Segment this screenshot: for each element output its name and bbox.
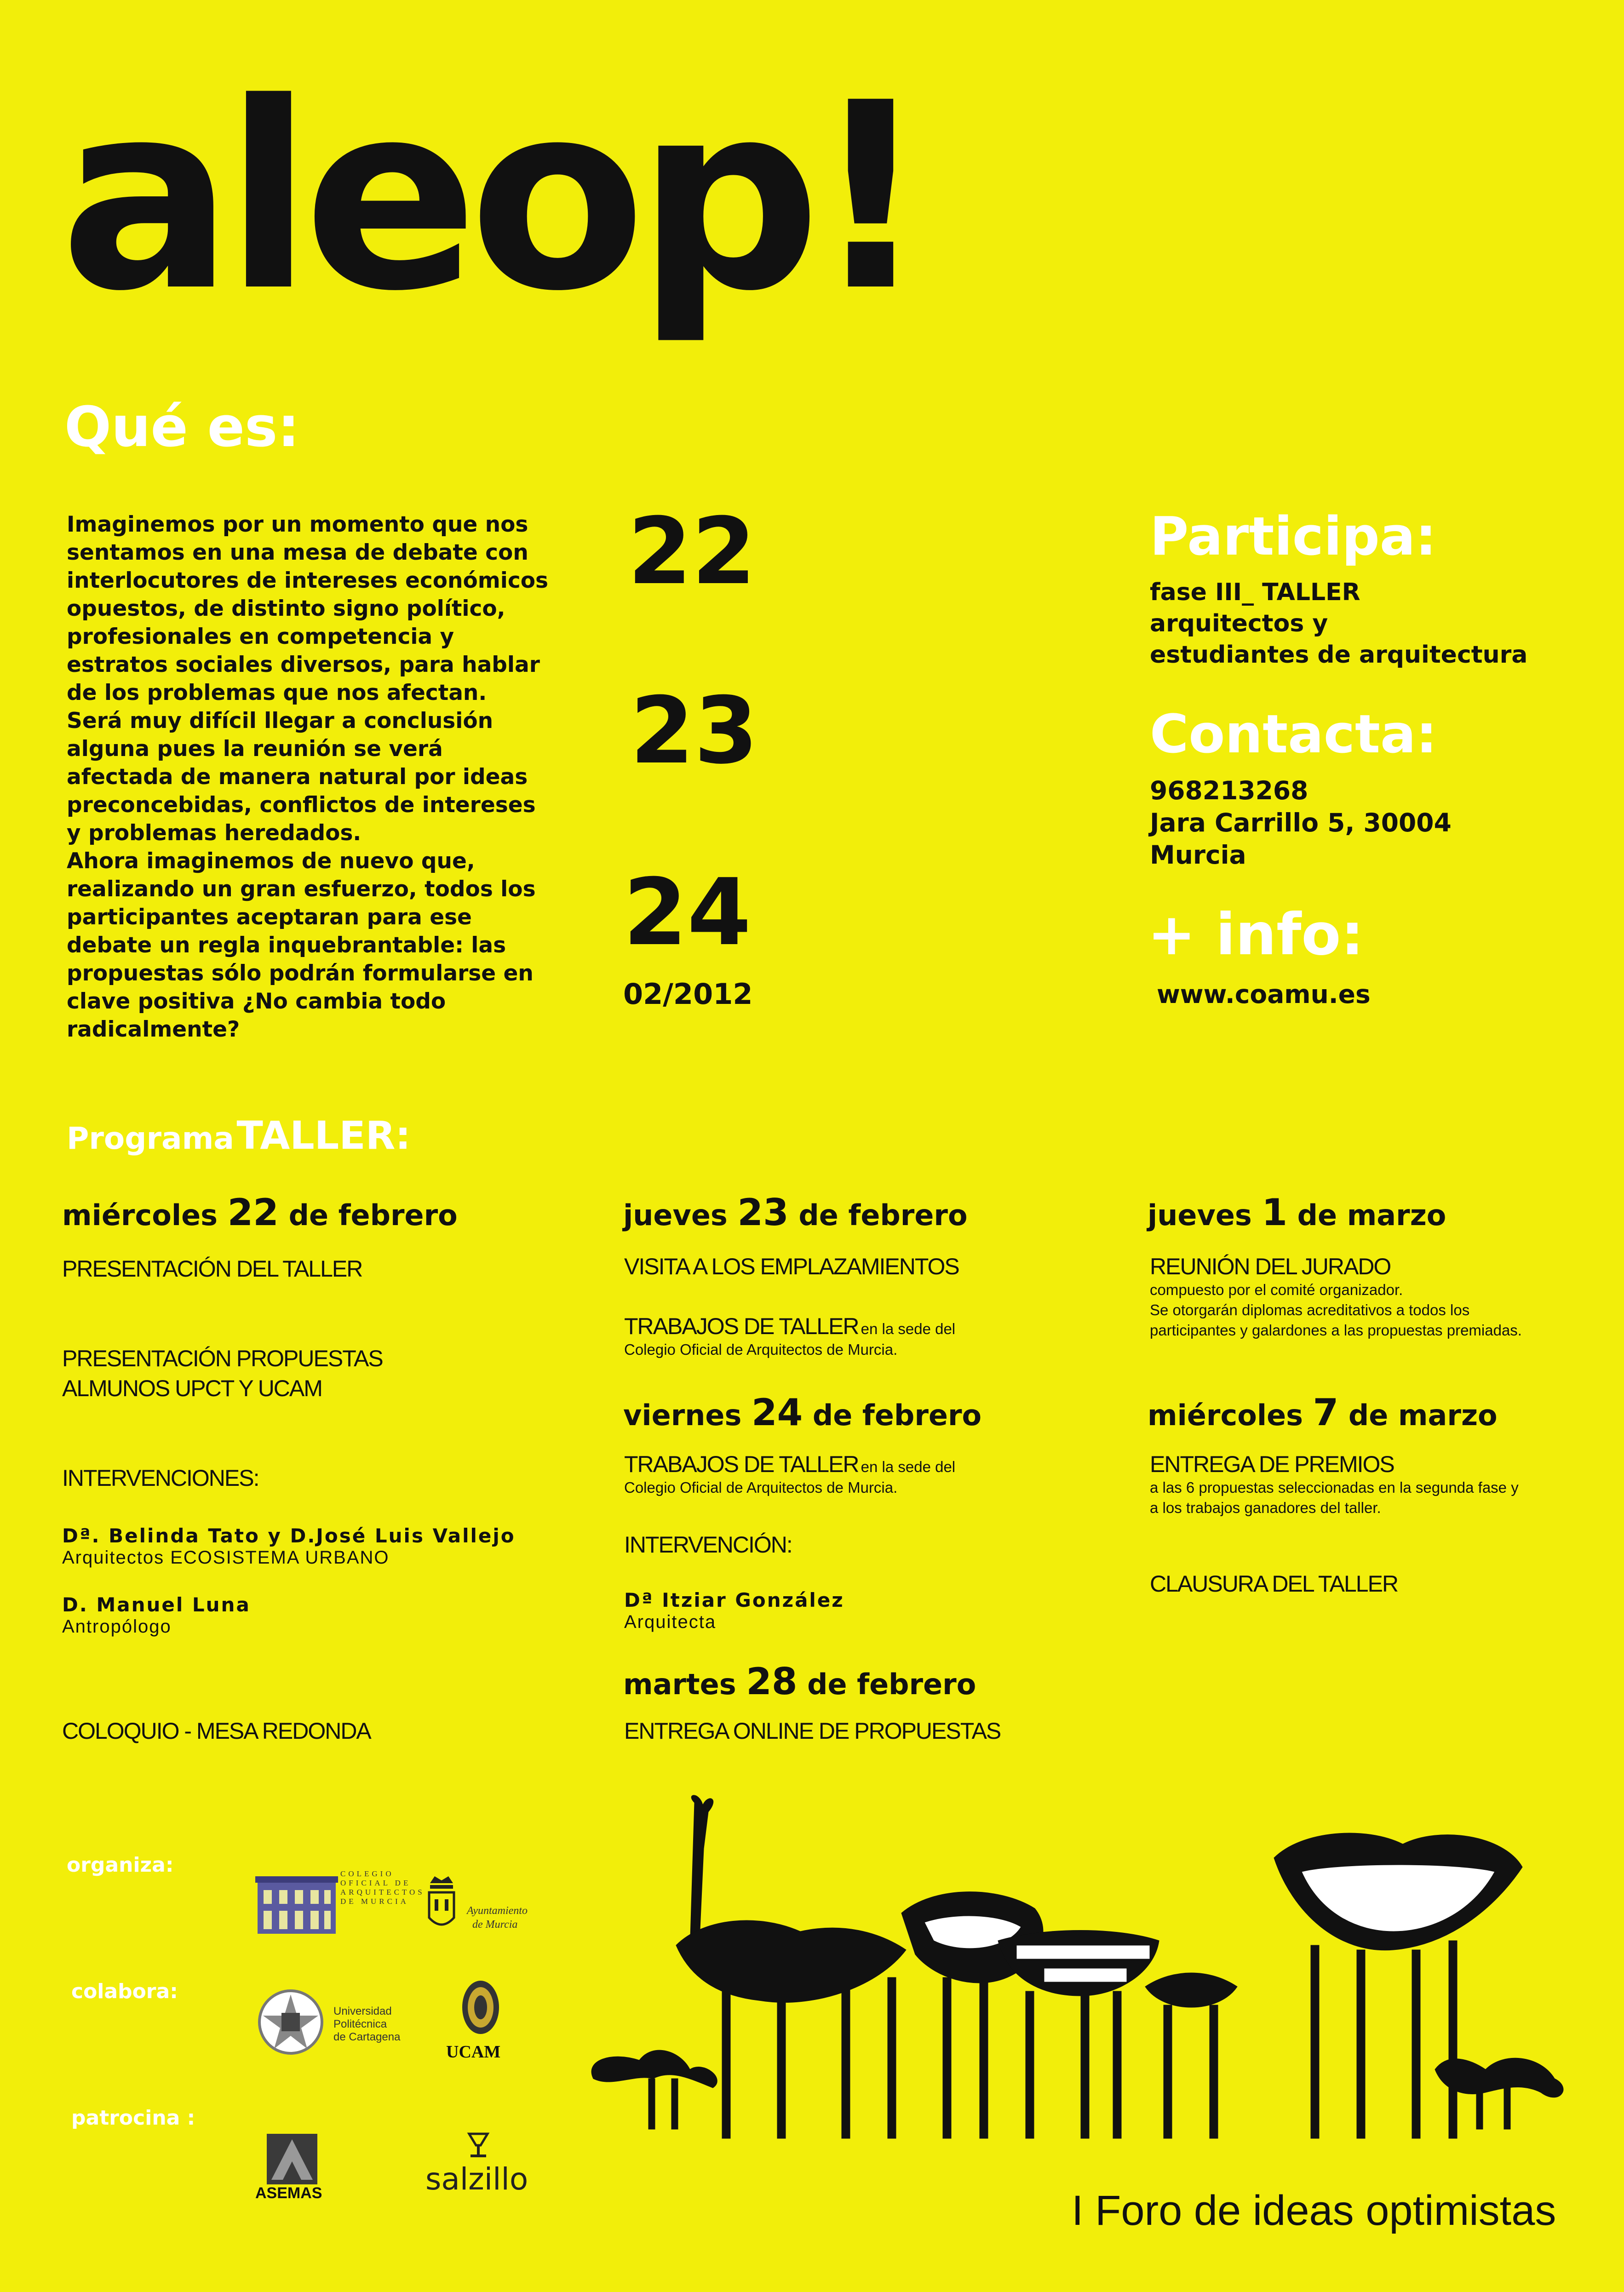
clausura-taller: CLAUSURA DEL TALLER (1150, 1571, 1398, 1597)
speaker-itziar-gonzalez: Dª Itziar González (624, 1589, 844, 1611)
day-post: de febrero (807, 1667, 976, 1701)
coamu-line: ARQUITECTOS (340, 1888, 425, 1897)
date-22: 22 (628, 498, 756, 605)
coamu-building-icon (255, 1872, 338, 1936)
trabajos-sede: en la sede del (861, 1458, 956, 1475)
footer-tagline: I Foro de ideas optimistas (1072, 2187, 1556, 2234)
entrega-premios (1150, 1451, 1519, 1518)
reunion-line-2: Se otorgarán diplomas acreditativos a todos los (1150, 1301, 1470, 1318)
ucam-text: UCAM (446, 2042, 501, 2062)
participa-line-2: arquitectos y (1150, 610, 1328, 637)
contacta-block (1150, 704, 1452, 871)
month-year: 02/2012 (623, 977, 753, 1011)
day-jueves-23 (623, 1191, 968, 1234)
intro-text (67, 510, 554, 1043)
ayuntamiento-text (467, 1904, 528, 1931)
day-num: 7 (1313, 1391, 1339, 1434)
programa-label-bold: TALLER: (236, 1113, 411, 1158)
reunion-jurado (1150, 1253, 1522, 1341)
day-num: 28 (746, 1660, 798, 1703)
programa-heading (67, 1113, 411, 1158)
day-num: 1 (1262, 1191, 1288, 1234)
day-pre: martes (623, 1667, 736, 1701)
contacta-heading: Contacta: (1150, 704, 1437, 765)
asemas-text: ASEMAS (255, 2184, 322, 2202)
reunion-line-3: participantes y galardones a las propuestas premiadas. (1150, 1322, 1522, 1339)
programa-label: Programa (67, 1121, 234, 1156)
day-pre: miércoles (62, 1198, 218, 1232)
colegio-arquitectos: Colegio Oficial de Arquitectos de Murcia. (624, 1479, 898, 1496)
participa-line-1: fase III_ TALLER (1150, 579, 1360, 606)
trabajos-label: TRABAJOS DE TALLER (624, 1451, 859, 1477)
premios-line-2: a los trabajos ganadores del taller. (1150, 1499, 1381, 1516)
ayuntamiento-crest-icon (425, 1874, 458, 1934)
contacta-address: Jara Carrillo 5, 30004 (1150, 808, 1452, 837)
coamu-line: OFICIAL DE (340, 1879, 411, 1887)
organiza-label: organiza: (67, 1853, 174, 1877)
salzillo-cup-icon (462, 2129, 494, 2161)
day-post: de marzo (1348, 1398, 1498, 1432)
intro-paragraph-1: Imaginemos por un momento que nos sentamos en una mesa de debate con interlocutores de intereses económicos opuestos, de distinto signo político, profesionales en competencia y estratos sociales diversos, para hablar de los problemas que nos afectan. (67, 512, 548, 705)
salzillo-text: salzillo (425, 2161, 528, 2197)
coloquio: COLOQUIO - MESA REDONDA (62, 1718, 371, 1744)
reunion-label: REUNIÓN DEL JURADO (1150, 1254, 1391, 1279)
mouths-illustration (584, 1793, 1587, 2152)
day-pre: jueves (623, 1198, 728, 1232)
upct-seal-icon (258, 1989, 324, 2056)
alumnos-upct-ucam: ALMUNOS UPCT Y UCAM (62, 1375, 322, 1401)
reunion-line-1: compuesto por el comité organizador. (1150, 1281, 1403, 1298)
speaker-manuel-luna: D. Manuel Luna (62, 1593, 251, 1616)
intro-paragraph-2: Será muy difícil llegar a conclusión alguna pues la reunión se verá afectada de manera natural por ideas preconcebidas, conflictos de intereses y problemas heredados. (67, 708, 536, 846)
speaker-tato-vallejo-role: Arquitectos ECOSISTEMA URBANO (62, 1547, 390, 1568)
upct-line-1: Universidad (333, 2005, 392, 2017)
day-pre: viernes (623, 1398, 742, 1432)
day-jueves-1 (1148, 1191, 1446, 1234)
ayuntamiento-line-1: Ayuntamiento (467, 1905, 528, 1917)
trabajos-taller-1 (624, 1313, 955, 1360)
day-viernes-24 (623, 1391, 981, 1434)
trabajos-taller-2 (624, 1451, 955, 1498)
patrocina-label: patrocina : (71, 2106, 195, 2130)
day-num: 23 (737, 1191, 789, 1234)
day-post: de marzo (1297, 1198, 1446, 1232)
coamu-text (340, 1869, 425, 1906)
intervencion-label: INTERVENCIÓN: (624, 1532, 792, 1558)
visita-emplazamientos: VISITA A LOS EMPLAZAMIENTOS (624, 1254, 959, 1279)
date-24: 24 (623, 859, 752, 966)
asemas-logo-icon (267, 2134, 317, 2184)
intro-paragraph-3: Ahora imaginemos de nuevo que, realizando un gran esfuerzo, todos los participantes aceptaran para ese debate un regla inquebrantable: las propuestas sólo podrán formularse en clave positiva ¿No cambia todo radicalmente? (67, 848, 536, 1042)
presentacion-propuestas: PRESENTACIÓN PROPUESTAS (62, 1346, 383, 1371)
date-23: 23 (630, 677, 758, 785)
upct-line-3: de Cartagena (333, 2031, 401, 2043)
speaker-manuel-luna-role: Antropólogo (62, 1616, 172, 1637)
upct-text (333, 2005, 400, 2044)
intervenciones-label: INTERVENCIONES: (62, 1465, 259, 1491)
ayuntamiento-line-2: de Murcia (472, 1919, 518, 1931)
day-num: 22 (227, 1191, 279, 1234)
colabora-label: colabora: (71, 1980, 178, 2003)
trabajos-label: TRABAJOS DE TALLER (624, 1313, 859, 1339)
presentacion-taller: PRESENTACIÓN DEL TALLER (62, 1256, 362, 1282)
upct-line-2: Politécnica (333, 2018, 387, 2030)
info-heading: + info: (1148, 901, 1364, 968)
speaker-tato-vallejo: Dª. Belinda Tato y D.José Luis Vallejo (62, 1524, 516, 1547)
poster-logo: aleop! (60, 48, 920, 348)
day-post: de febrero (812, 1398, 982, 1432)
premios-label: ENTREGA DE PREMIOS (1150, 1451, 1394, 1477)
coamu-line: DE MURCIA (340, 1897, 409, 1906)
day-miercoles-22 (62, 1191, 458, 1234)
day-pre: miércoles (1148, 1398, 1303, 1432)
premios-line-1: a las 6 propuestas seleccionadas en la segunda fase y (1150, 1479, 1519, 1496)
coamu-line: COLEGIO (340, 1869, 394, 1878)
speaker-itziar-gonzalez-role: Arquitecta (624, 1612, 717, 1632)
ucam-seal-icon (455, 1977, 506, 2037)
day-martes-28 (623, 1660, 976, 1703)
participa-block (1150, 506, 1527, 670)
colegio-arquitectos: Colegio Oficial de Arquitectos de Murcia. (624, 1341, 898, 1358)
contacta-city: Murcia (1150, 840, 1246, 870)
day-pre: jueves (1148, 1198, 1252, 1232)
day-miercoles-7 (1148, 1391, 1498, 1434)
trabajos-sede: en la sede del (861, 1320, 956, 1337)
entrega-online: ENTREGA ONLINE DE PROPUESTAS (624, 1718, 1001, 1744)
day-post: de febrero (288, 1198, 458, 1232)
que-es-heading: Qué es: (64, 395, 300, 459)
participa-line-3: estudiantes de arquitectura (1150, 641, 1528, 669)
participa-heading: Participa: (1150, 506, 1437, 567)
day-post: de febrero (798, 1198, 968, 1232)
info-url[interactable]: www.coamu.es (1157, 980, 1371, 1009)
day-num: 24 (751, 1391, 803, 1434)
contacta-phone: 968213268 (1150, 776, 1308, 805)
